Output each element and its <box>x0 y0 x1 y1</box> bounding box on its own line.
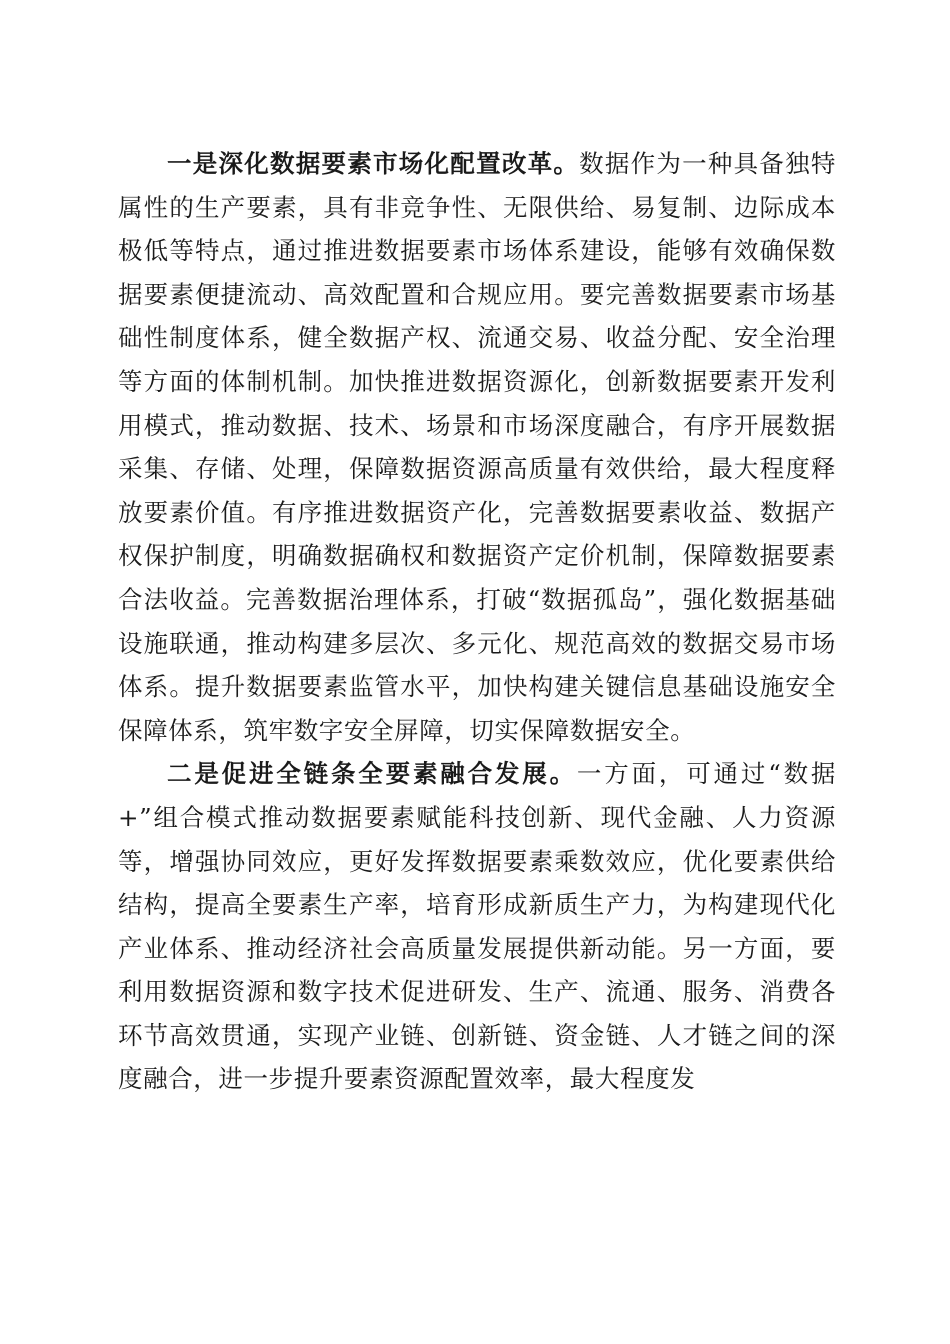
document-body <box>118 142 836 1101</box>
paragraph-2 <box>118 752 836 1101</box>
paragraph-1-lead: 一是深化数据要素市场化配置改革。 <box>167 149 580 178</box>
paragraph-2-lead: 二是促进全链条全要素融合发展。 <box>167 759 577 789</box>
paragraph-2-body: 一方面，可通过“数据+”组合模式推动数据要素赋能科技创新、现代金融、人力资源等，增强协同效应，更好发挥数据要素乘数效应，优化要素供给结构，提高全要素生产率，培育形成新质生产力，为构建现代化产业体系、推动经济社会高质量发展提供新动能。另一方面，要利用数据资源和数字技术促进研发、生产、流通、服务、消费各环节高效贯通，实现产业链、创新链、资金链、人才链之间的深度融合，进一步提升要素资源配置效率，最大程度发 <box>118 759 836 1094</box>
paragraph-1-body: 数据作为一种具备独特属性的生产要素，具有非竞争性、无限供给、易复制、边际成本极低等特点，通过推进数据要素市场体系建设，能够有效确保数据要素便捷流动、高效配置和合规应用。要完善数据要素市场基础性制度体系，健全数据产权、流通交易、收益分配、安全治理等方面的体制机制。加快推进数据资源化，创新数据要素开发利用模式，推动数据、技术、场景和市场深度融合，有序开展数据采集、存储、处理，保障数据资源高质量有效供给，最大程度释放要素价值。有序推进数据资产化，完善数据要素收益、数据产权保护制度，明确数据确权和数据资产定价机制，保障数据要素合法收益。完善数据治理体系，打破“数据孤岛”，强化数据基础设施联通，推动构建多层次、多元化、规范高效的数据交易市场体系。提升数据要素监管水平，加快构建关键信息基础设施安全保障体系，筑牢数字安全屏障，切实保障数据安全。 <box>118 149 836 745</box>
paragraph-1 <box>118 142 836 752</box>
